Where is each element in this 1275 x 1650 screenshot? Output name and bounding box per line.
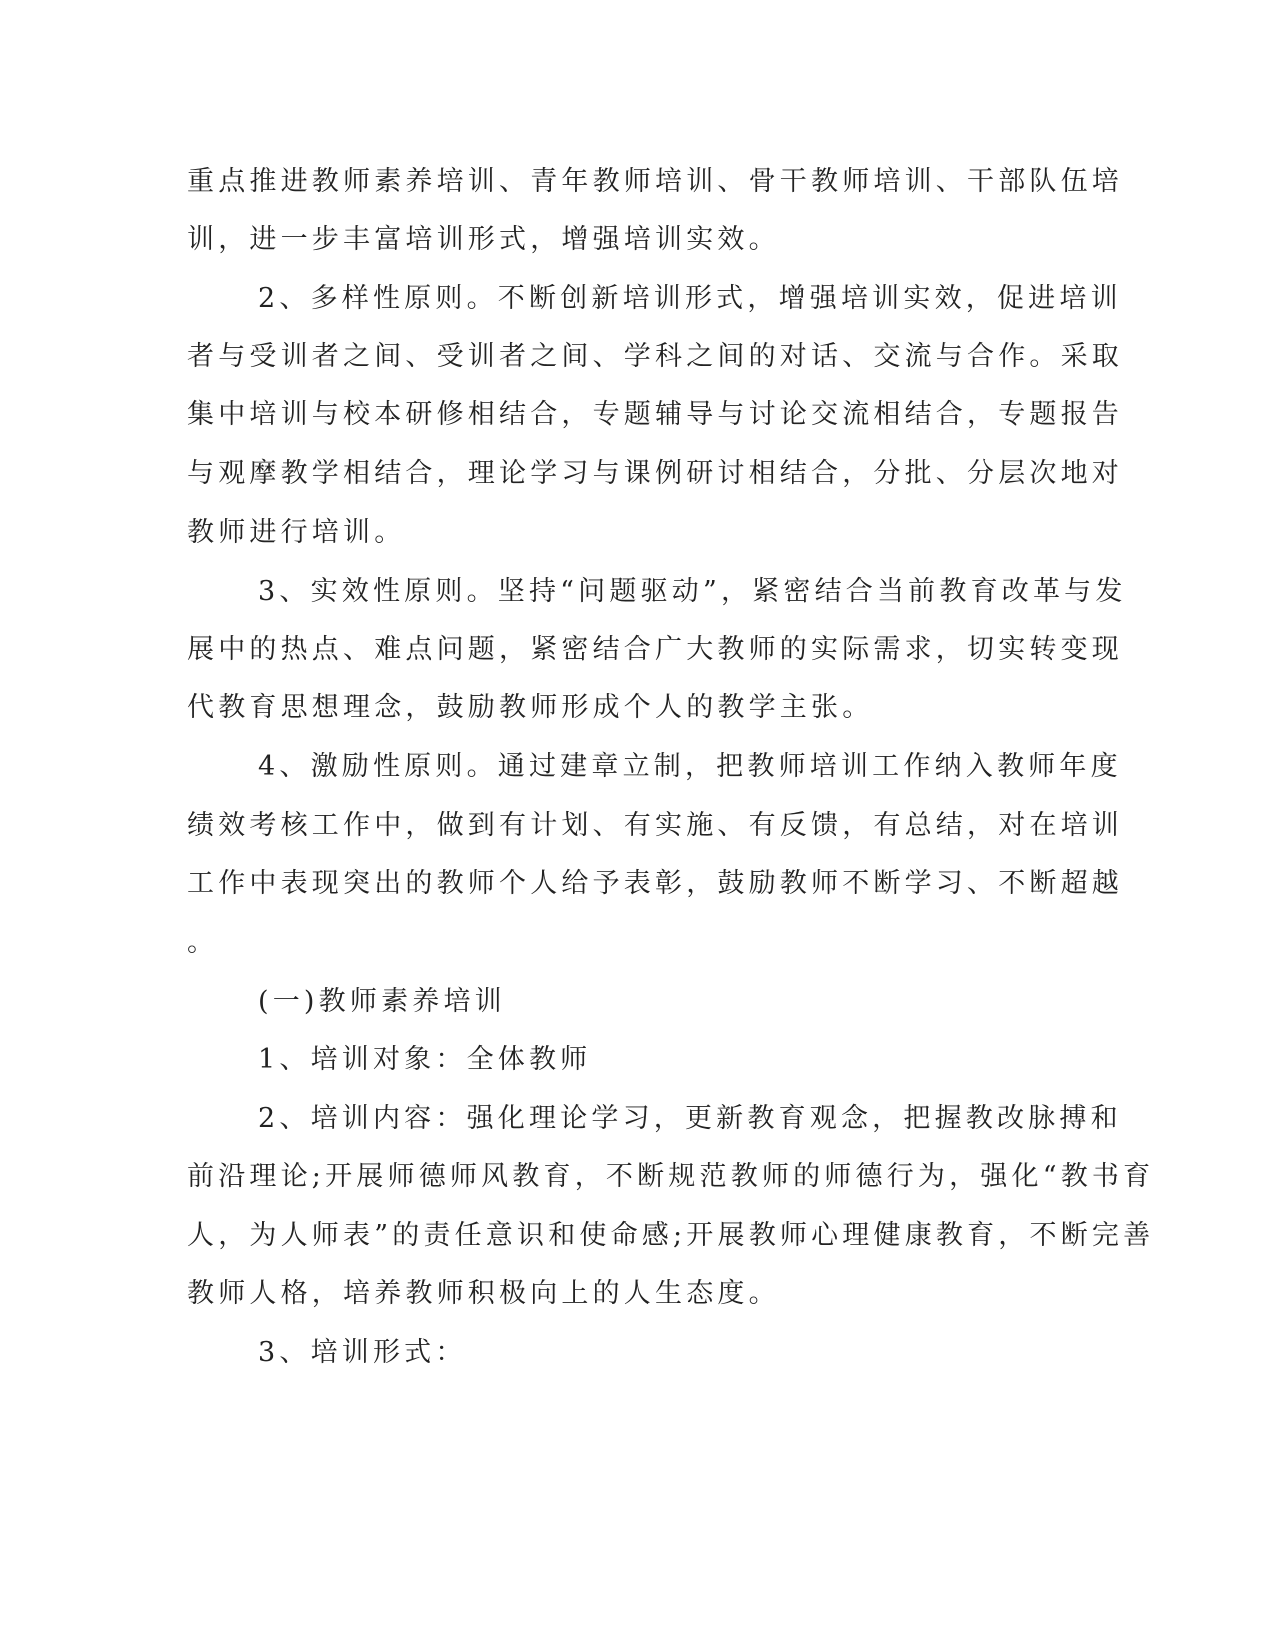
text-line: 前沿理论;开展师德师风教育，不断规范教师的师德行为，强化“教书育 <box>187 1161 1155 1192</box>
text-line: 者与受训者之间、受训者之间、学科之间的对话、交流与合作。采取 <box>187 341 1123 372</box>
paragraph-start-line: 3、培训形式： <box>258 1337 467 1368</box>
text-line: 。 <box>187 927 219 958</box>
section-heading: (一)教师素养培训 <box>258 986 506 1017</box>
text-line: 代教育思想理念，鼓励教师形成个人的教学主张。 <box>187 692 874 723</box>
paragraph-start-line: 2、多样性原则。不断创新培训形式，增强培训实效，促进培训 <box>258 283 1122 314</box>
text-line: 集中培训与校本研修相结合，专题辅导与讨论交流相结合，专题报告 <box>187 399 1123 430</box>
paragraph-start-line: 2、培训内容：强化理论学习，更新教育观念，把握教改脉搏和 <box>258 1103 1122 1134</box>
text-line: 重点推进教师素养培训、青年教师培训、骨干教师培训、干部队伍培 <box>187 166 1123 197</box>
text-line: 展中的热点、难点问题，紧密结合广大教师的实际需求，切实转变现 <box>187 634 1123 665</box>
paragraph-start-line: 4、激励性原则。通过建章立制，把教师培训工作纳入教师年度 <box>258 751 1122 782</box>
text-line: 人，为人师表”的责任意识和使命感;开展教师心理健康教育，不断完善 <box>187 1220 1155 1251</box>
text-line: 教师人格，培养教师积极向上的人生态度。 <box>187 1278 780 1309</box>
text-line: 训，进一步丰富培训形式，增强培训实效。 <box>187 224 780 255</box>
text-line: 与观摩教学相结合，理论学习与课例研讨相结合，分批、分层次地对 <box>187 458 1123 489</box>
text-line: 教师进行培训。 <box>187 517 406 548</box>
text-line: 绩效考核工作中，做到有计划、有实施、有反馈，有总结，对在培训 <box>187 810 1123 841</box>
text-line: 工作中表现突出的教师个人给予表彰，鼓励教师不断学习、不断超越 <box>187 868 1123 899</box>
paragraph-start-line: 3、实效性原则。坚持“问题驱动”，紧密结合当前教育改革与发 <box>258 576 1127 607</box>
paragraph-start-line: 1、培训对象：全体教师 <box>258 1044 592 1075</box>
